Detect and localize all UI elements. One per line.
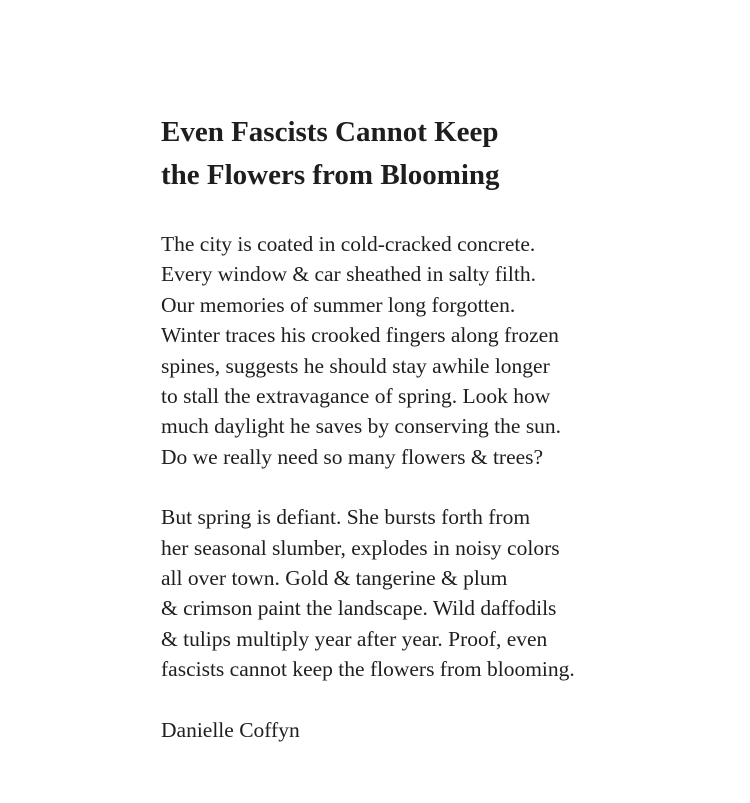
poem-line: Winter traces his crooked fingers along frozen [161,323,559,348]
author-name: Danielle Coffyn [161,717,300,742]
poem-line: spines, suggests he should stay awhile longer [161,353,550,378]
poem-line: Do we really need so many flowers & trees? [161,444,544,469]
poem-line: all over town. Gold & tangerine & plum [161,566,508,591]
poem-line: much daylight he saves by conserving the sun. [161,414,562,439]
poem-line: Our memories of summer long forgotten. [161,292,516,317]
poem-line: & tulips multiply year after year. Proof, even [161,626,548,651]
poem-line: But spring is defiant. She bursts forth from [161,505,531,530]
poem-line: to stall the extravagance of spring. Look how [161,384,551,409]
stanza-2 [161,502,721,684]
poem-line: Every window & car sheathed in salty filth. [161,262,536,287]
poem-line: The city is coated in cold-cracked concrete. [161,232,536,256]
poem-line: fascists cannot keep the flowers from blooming. [161,657,575,682]
title-line: the Flowers from Blooming [161,159,500,191]
title-line: Even Fascists Cannot Keep [161,116,499,148]
poem-line: her seasonal slumber, explodes in noisy colors [161,535,560,560]
poem [161,111,721,745]
poem-line: & crimson paint the landscape. Wild daffodils [161,596,557,621]
poem-title [161,111,721,197]
stanza-1 [161,229,721,472]
